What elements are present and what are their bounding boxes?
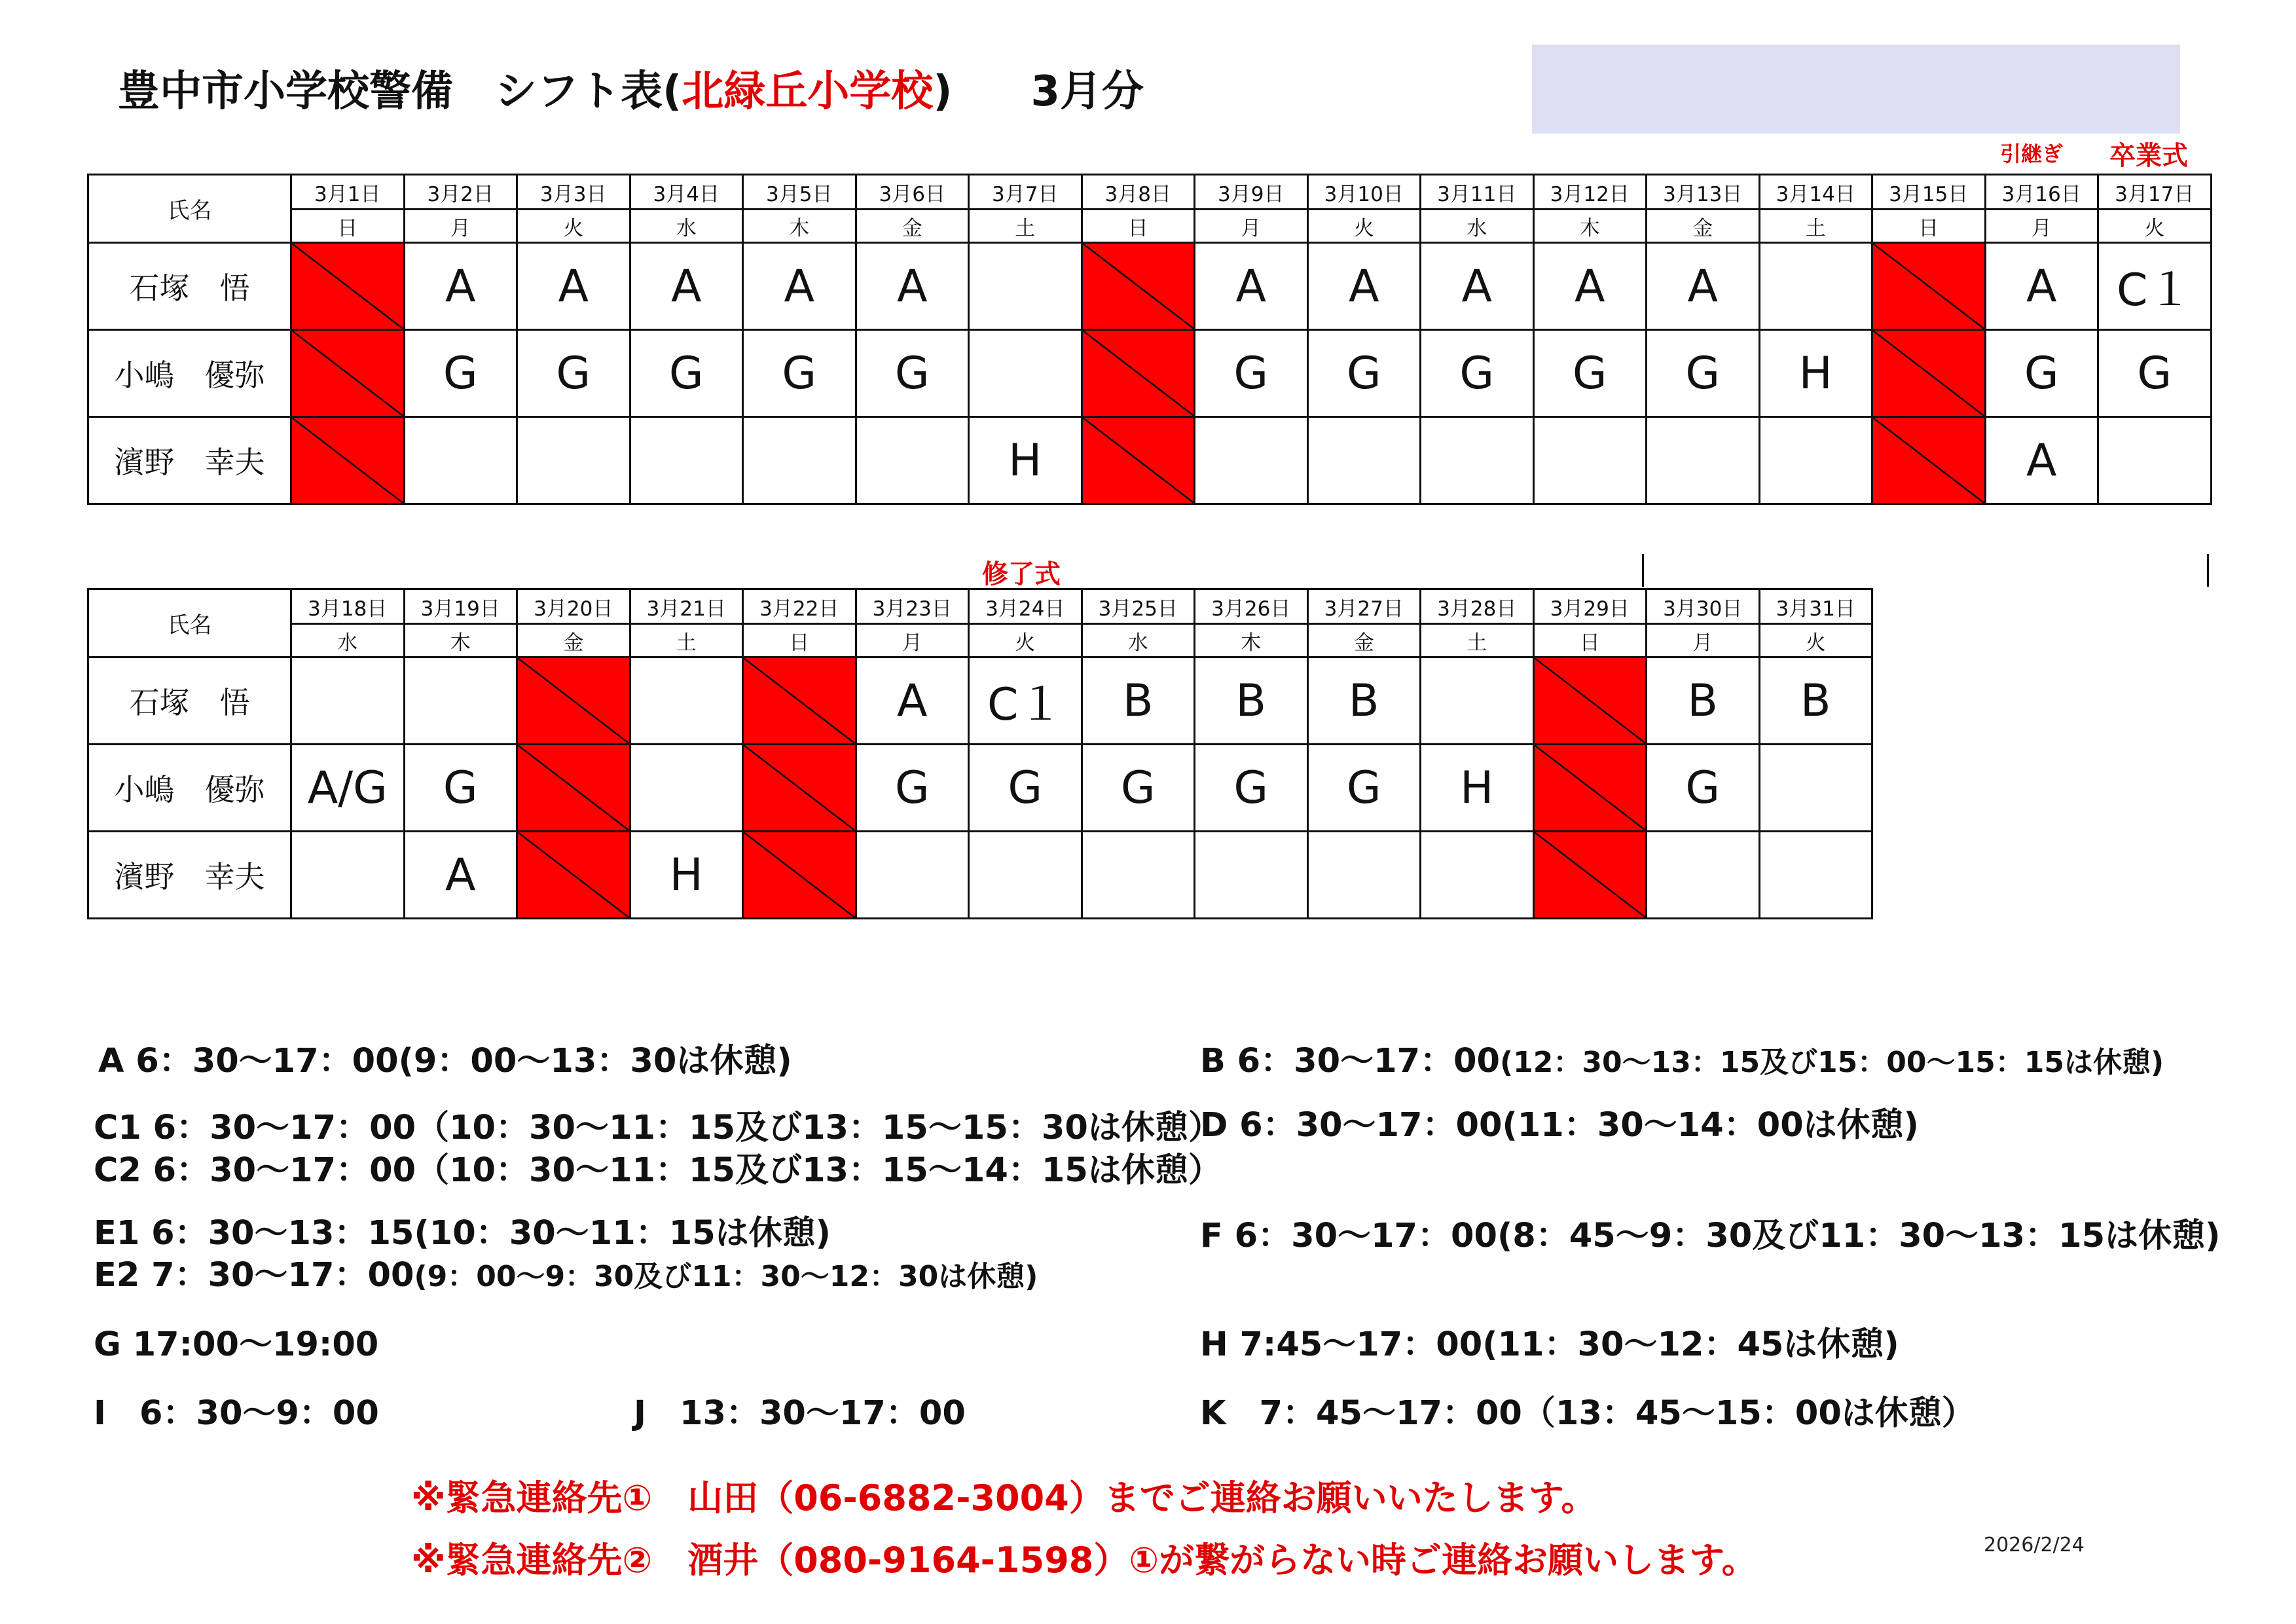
weekday-header: 木: [1533, 210, 1647, 243]
staff-row: [88, 745, 1872, 832]
title-main: 豊中市小学校警備 シフト表(: [118, 67, 682, 116]
holiday-cell: [1082, 243, 1195, 330]
weekday-header: 水: [1421, 210, 1534, 243]
title-school: 北緑丘小学校: [682, 67, 934, 116]
staff-name: 小嶋 優弥: [88, 330, 291, 417]
holiday-cell: [1533, 657, 1647, 745]
weekday-header: 土: [1759, 210, 1872, 243]
weekday-header: 土: [1421, 624, 1534, 657]
name-header: 氏名: [88, 589, 291, 657]
staff-row: [88, 243, 2212, 330]
date-header: 3月24日: [969, 589, 1082, 624]
weekday-header: 日: [743, 624, 856, 657]
shift-cell: [630, 657, 743, 745]
shift-cell: A: [1533, 243, 1647, 330]
date-header: 3月26日: [1195, 589, 1308, 624]
shift-cell: [1307, 832, 1421, 919]
weekday-header: 日: [1872, 210, 1986, 243]
shift-cell: [1082, 832, 1195, 919]
shift-cell: [630, 417, 743, 504]
legend-g: G 17:00～19:00: [94, 1325, 379, 1364]
title-month: 3月分: [1030, 67, 1144, 116]
legend-e2: [94, 1256, 1038, 1295]
shift-cell: [1647, 417, 1760, 504]
legend-h: H 7:45～17：00(11：30～12：45は休憩): [1200, 1325, 1899, 1364]
date-header: 3月30日: [1647, 589, 1760, 624]
page-title: [118, 58, 1144, 118]
holiday-cell: [743, 745, 856, 832]
shift-cell: A: [517, 243, 630, 330]
legend-i: I 6：30～9：00: [94, 1394, 379, 1433]
date-header: 3月15日: [1872, 175, 1986, 210]
shift-cell: A: [856, 657, 969, 745]
weekday-header: 土: [630, 624, 743, 657]
date-header: 3月11日: [1421, 175, 1534, 210]
weekday-header: 金: [517, 624, 630, 657]
shift-cell: G: [856, 745, 969, 832]
shift-cell: G: [1307, 330, 1421, 417]
weekday-header: 木: [404, 624, 517, 657]
shift-cell: G: [517, 330, 630, 417]
emergency-contact-2: ※緊急連絡先② 酒井（080-9164-1598）①が繋がらない時ご連絡お願いします。: [411, 1540, 1757, 1581]
legend-d: D 6：30～17：00(11：30～14：00は休憩): [1200, 1106, 1919, 1145]
holiday-cell: [1872, 417, 1986, 504]
legend-f: F 6：30～17：00(8：45～9：30及び11：30～13：15は休憩): [1200, 1217, 2221, 1255]
holiday-cell: [1533, 745, 1647, 832]
print-date: 2026/2/24: [1984, 1534, 2085, 1557]
shift-cell: G: [856, 330, 969, 417]
shift-cell: [1759, 417, 1872, 504]
shift-cell: B: [1307, 657, 1421, 745]
shift-cell: [291, 832, 405, 919]
emergency-contact-1: ※緊急連絡先① 山田（06-6882-3004）までご連絡お願いいたします。: [411, 1477, 1597, 1519]
shift-cell: G: [404, 330, 517, 417]
legend-j: J 13：30～17：00: [634, 1394, 966, 1433]
weekday-header: 木: [1195, 624, 1308, 657]
shift-cell: B: [1082, 657, 1195, 745]
weekday-header: 金: [856, 210, 969, 243]
note-hikitsugi: 引継ぎ: [2000, 141, 2064, 166]
holiday-cell: [517, 657, 630, 745]
note-shuryo: 修了式: [982, 559, 1061, 589]
shift-cell: [404, 417, 517, 504]
weekday-header: 火: [1307, 210, 1421, 243]
shift-cell: G: [1307, 745, 1421, 832]
shift-cell: A: [743, 243, 856, 330]
shift-cell: [743, 417, 856, 504]
shift-cell: [1421, 657, 1534, 745]
holiday-cell: [1872, 330, 1986, 417]
weekday-header: 月: [1195, 210, 1308, 243]
staff-row: [88, 832, 1872, 919]
legend-b-main: B 6：30～17：00: [1200, 1042, 1501, 1080]
shift-cell: [856, 832, 969, 919]
stamp-box: [1532, 45, 2180, 134]
shift-cell: B: [1195, 657, 1308, 745]
weekday-header: 日: [291, 210, 405, 243]
shift-cell: [517, 417, 630, 504]
shift-table-1: [87, 174, 2212, 505]
shift-cell: G: [2098, 330, 2212, 417]
shift-cell: G: [1985, 330, 2098, 417]
date-header: 3月23日: [856, 589, 969, 624]
weekday-header: 火: [1759, 624, 1872, 657]
weekday-header: 火: [2098, 210, 2212, 243]
shift-cell: G: [1533, 330, 1647, 417]
date-header: 3月4日: [630, 175, 743, 210]
shift-cell: [291, 657, 405, 745]
shift-cell: C１: [2098, 243, 2212, 330]
shift-table-2: [87, 588, 1873, 919]
legend-c1: C1 6：30～17：00（10：30～11：15及び13：15～15：30は休憩）: [94, 1109, 1222, 1147]
date-header: 3月27日: [1307, 589, 1421, 624]
shift-cell: [1759, 243, 1872, 330]
shift-cell: [1195, 832, 1308, 919]
date-header: 3月21日: [630, 589, 743, 624]
date-header: 3月25日: [1082, 589, 1195, 624]
divider-line: [1642, 554, 1644, 587]
weekday-header: 火: [517, 210, 630, 243]
shift-cell: [1195, 417, 1308, 504]
shift-cell: A: [1195, 243, 1308, 330]
date-header: 3月20日: [517, 589, 630, 624]
shift-cell: G: [630, 330, 743, 417]
divider-line: [2207, 554, 2209, 587]
shift-cell: A: [1985, 417, 2098, 504]
holiday-cell: [291, 330, 405, 417]
shift-cell: [1647, 832, 1760, 919]
date-header: 3月6日: [856, 175, 969, 210]
shift-cell: [1533, 417, 1647, 504]
holiday-cell: [291, 243, 405, 330]
date-header: 3月2日: [404, 175, 517, 210]
shift-cell: G: [404, 745, 517, 832]
date-header: 3月8日: [1082, 175, 1195, 210]
weekday-header: 月: [1985, 210, 2098, 243]
weekday-header: 月: [856, 624, 969, 657]
date-header: 3月28日: [1421, 589, 1534, 624]
shift-cell: [1421, 417, 1534, 504]
staff-name: 石塚 悟: [88, 243, 291, 330]
shift-cell: G: [1082, 745, 1195, 832]
holiday-cell: [1082, 330, 1195, 417]
weekday-header: 水: [1082, 624, 1195, 657]
shift-cell: A/G: [291, 745, 405, 832]
holiday-cell: [743, 832, 856, 919]
shift-cell: A: [1647, 243, 1760, 330]
holiday-cell: [743, 657, 856, 745]
shift-cell: [630, 745, 743, 832]
shift-cell: H: [1759, 330, 1872, 417]
holiday-cell: [517, 745, 630, 832]
legend-k: K 7：45～17：00（13：45～15：00は休憩）: [1200, 1394, 1975, 1433]
shift-cell: [856, 417, 969, 504]
shift-cell: G: [969, 745, 1082, 832]
weekday-header: 金: [1647, 210, 1760, 243]
shift-cell: G: [743, 330, 856, 417]
shift-cell: G: [1647, 745, 1760, 832]
shift-cell: [1759, 745, 1872, 832]
shift-cell: H: [630, 832, 743, 919]
staff-name: 濱野 幸夫: [88, 417, 291, 504]
shift-cell: A: [856, 243, 969, 330]
shift-cell: A: [404, 243, 517, 330]
holiday-cell: [1872, 243, 1986, 330]
note-sotsugyo: 卒業式: [2109, 141, 2188, 171]
shift-cell: A: [1421, 243, 1534, 330]
shift-cell: H: [969, 417, 1082, 504]
date-header: 3月7日: [969, 175, 1082, 210]
holiday-cell: [517, 832, 630, 919]
shift-cell: [969, 330, 1082, 417]
date-header: 3月17日: [2098, 175, 2212, 210]
weekday-header: 金: [1307, 624, 1421, 657]
legend-b: [1200, 1044, 2164, 1078]
legend-e2-sub: (9：00～9：30及び11：30～12：30は休憩): [414, 1260, 1038, 1293]
staff-row: [88, 330, 2212, 417]
weekday-header: 木: [743, 210, 856, 243]
weekday-header: 月: [404, 210, 517, 243]
shift-cell: [1759, 832, 1872, 919]
legend-b-sub: (12：30～13：15及び15：00～15：15は休憩): [1500, 1046, 2164, 1079]
shift-cell: [969, 243, 1082, 330]
legend-e2-main: E2 7：30～17：00: [94, 1256, 414, 1295]
weekday-header: 日: [1533, 624, 1647, 657]
date-header: 3月13日: [1647, 175, 1760, 210]
date-header: 3月18日: [291, 589, 405, 624]
staff-name: 小嶋 優弥: [88, 745, 291, 832]
date-header: 3月3日: [517, 175, 630, 210]
shift-cell: A: [1307, 243, 1421, 330]
weekday-header: 火: [969, 624, 1082, 657]
title-close: ): [933, 67, 953, 116]
staff-row: [88, 417, 2212, 504]
shift-cell: A: [404, 832, 517, 919]
date-header: 3月5日: [743, 175, 856, 210]
legend-e1: E1 6：30～13：15(10：30～11：15は休憩): [94, 1214, 831, 1253]
shift-cell: A: [630, 243, 743, 330]
weekday-header: 水: [630, 210, 743, 243]
date-header: 3月9日: [1195, 175, 1308, 210]
legend-c2: C2 6：30～17：00（10：30～11：15及び13：15～14：15は休憩）: [94, 1151, 1222, 1190]
date-header: 3月12日: [1533, 175, 1647, 210]
shift-cell: [404, 657, 517, 745]
date-header: 3月14日: [1759, 175, 1872, 210]
shift-cell: G: [1421, 330, 1534, 417]
date-header: 3月19日: [404, 589, 517, 624]
shift-cell: G: [1195, 330, 1308, 417]
shift-cell: C１: [969, 657, 1082, 745]
shift-cell: G: [1195, 745, 1308, 832]
name-header: 氏名: [88, 175, 291, 243]
weekday-header: 月: [1647, 624, 1760, 657]
date-header: 3月16日: [1985, 175, 2098, 210]
staff-name: 濱野 幸夫: [88, 832, 291, 919]
shift-cell: B: [1759, 657, 1872, 745]
date-header: 3月29日: [1533, 589, 1647, 624]
weekday-header: 日: [1082, 210, 1195, 243]
weekday-header: 土: [969, 210, 1082, 243]
shift-cell: [1421, 832, 1534, 919]
staff-name: 石塚 悟: [88, 657, 291, 745]
shift-cell: A: [1985, 243, 2098, 330]
shift-cell: G: [1647, 330, 1760, 417]
holiday-cell: [1082, 417, 1195, 504]
date-header: 3月31日: [1759, 589, 1872, 624]
staff-row: [88, 657, 1872, 745]
shift-cell: H: [1421, 745, 1534, 832]
date-header: 3月10日: [1307, 175, 1421, 210]
holiday-cell: [1533, 832, 1647, 919]
shift-cell: [2098, 417, 2212, 504]
holiday-cell: [291, 417, 405, 504]
legend-a: A 6：30～17：00(9：00～13：30は休憩): [98, 1042, 792, 1080]
date-header: 3月1日: [291, 175, 405, 210]
shift-cell: [969, 832, 1082, 919]
shift-cell: B: [1647, 657, 1760, 745]
date-header: 3月22日: [743, 589, 856, 624]
weekday-header: 水: [291, 624, 405, 657]
shift-cell: [1307, 417, 1421, 504]
